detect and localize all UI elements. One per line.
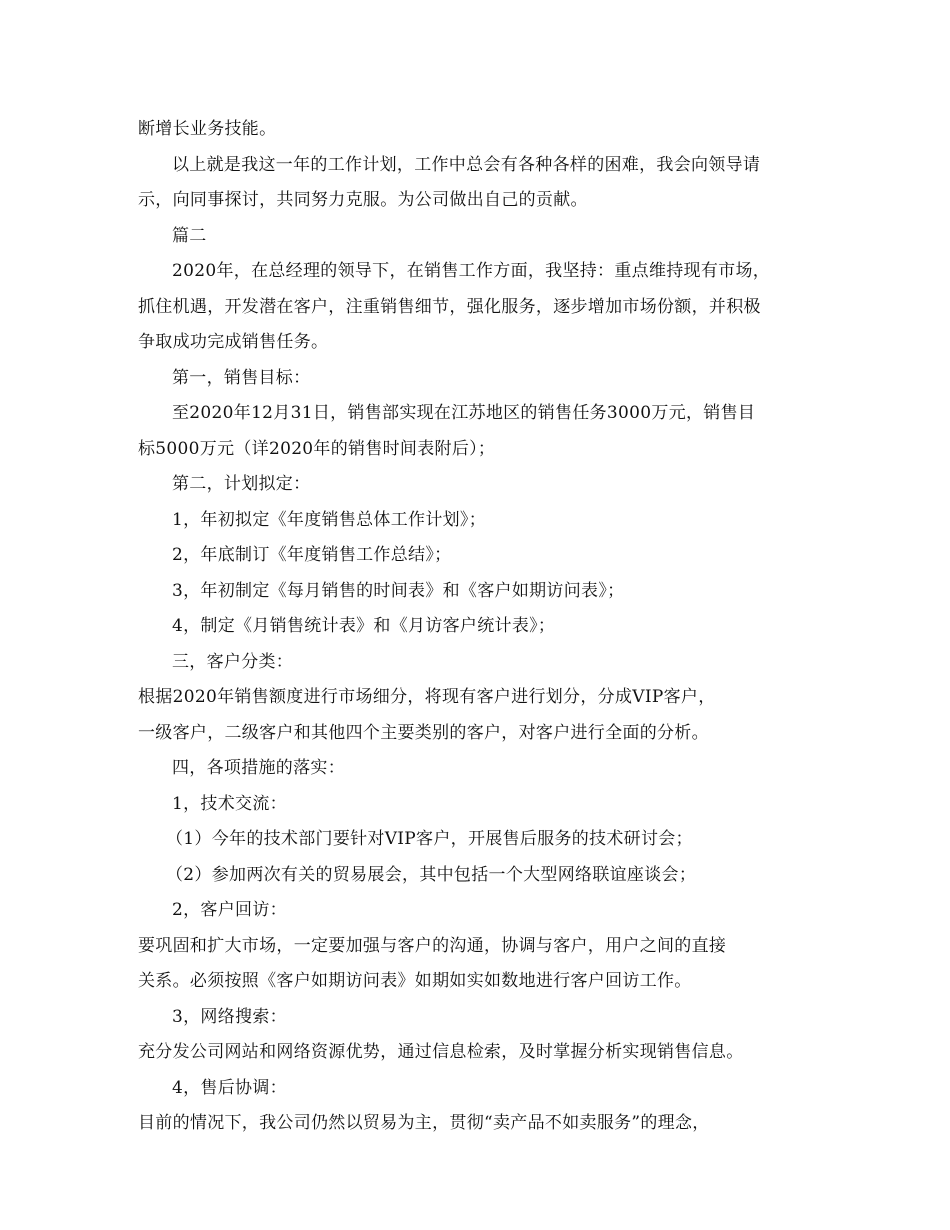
text-line: 4，售后协调： (172, 1077, 287, 1098)
text-line: 四，各项措施的落实： (172, 758, 345, 778)
list-item: （1）今年的技术部门要针对VIP客户，开展售后服务的技术研讨会； (166, 829, 693, 849)
text-line: 要巩固和扩大市场，一定要加强与客户的沟通，协调与客户，用户之间的直接 (138, 935, 727, 956)
text-line: 示，向同事探讨，共同努力克服。为公司做出自己的贡献。 (138, 190, 588, 210)
text-line: 至2020年12月31日，销售部实现在江苏地区的销售任务3000万元，销售目 (172, 403, 756, 423)
text-line: 以上就是我这一年的工作计划，工作中总会有各种各样的困难，我会向领导请 (172, 154, 761, 175)
text-line: 争取成功完成销售任务。 (138, 332, 329, 352)
text-line: 三，客户分类： (172, 651, 294, 672)
text-line: 充分发公司网站和网络资源优势，通过信息检索，及时掌握分析实现销售信息。 (138, 1042, 744, 1062)
list-item: 1，年初拟定《年度销售总体工作计划》； (172, 509, 487, 530)
list-item: 2，年底制订《年度销售工作总结》； (172, 545, 452, 565)
text-line: 2，客户回访： (172, 900, 287, 920)
list-item: 4，制定《月销售统计表》和《月访客户统计表》； (172, 616, 556, 636)
text-line: 根据2020年销售额度进行市场细分，将现有客户进行划分，分成VIP客户， (138, 687, 716, 707)
list-item: （2）参加两次有关的贸易展会，其中包括一个大型网络联谊座谈会； (166, 864, 697, 885)
text-line: 一级客户，二级客户和其他四个主要类别的客户，对客户进行全面的分析。 (138, 722, 709, 743)
text-line: 2020年，在总经理的领导下，在销售工作方面，我坚持：重点维持现有市场， (172, 261, 771, 281)
text-line: 3，网络搜索： (172, 1006, 287, 1027)
text-line: 标5000万元（详2020年的销售时间表附后）； (138, 438, 496, 459)
text-line: 第一，销售目标： (172, 367, 311, 388)
text-line: 目前的情况下，我公司仍然以贸易为主，贯彻“卖产品不如卖服务”的理念， (138, 1113, 710, 1133)
document-body (138, 112, 818, 1142)
text-line: 抓住机遇，开发潜在客户，注重销售细节，强化服务，逐步增加市场份额，并积极 (138, 296, 761, 317)
list-item: 3，年初制定《每月销售的时间表》和《客户如期访问表》； (172, 580, 625, 601)
section-heading: 篇二 (172, 225, 207, 246)
text-line: 关系。必须按照《客户如期访问表》如期如实如数地进行客户回访工作。 (138, 971, 692, 991)
text-line: 第二，计划拟定： (172, 474, 311, 494)
text-line: 1，技术交流： (172, 793, 287, 814)
text-line: 断增长业务技能。 (138, 119, 277, 139)
